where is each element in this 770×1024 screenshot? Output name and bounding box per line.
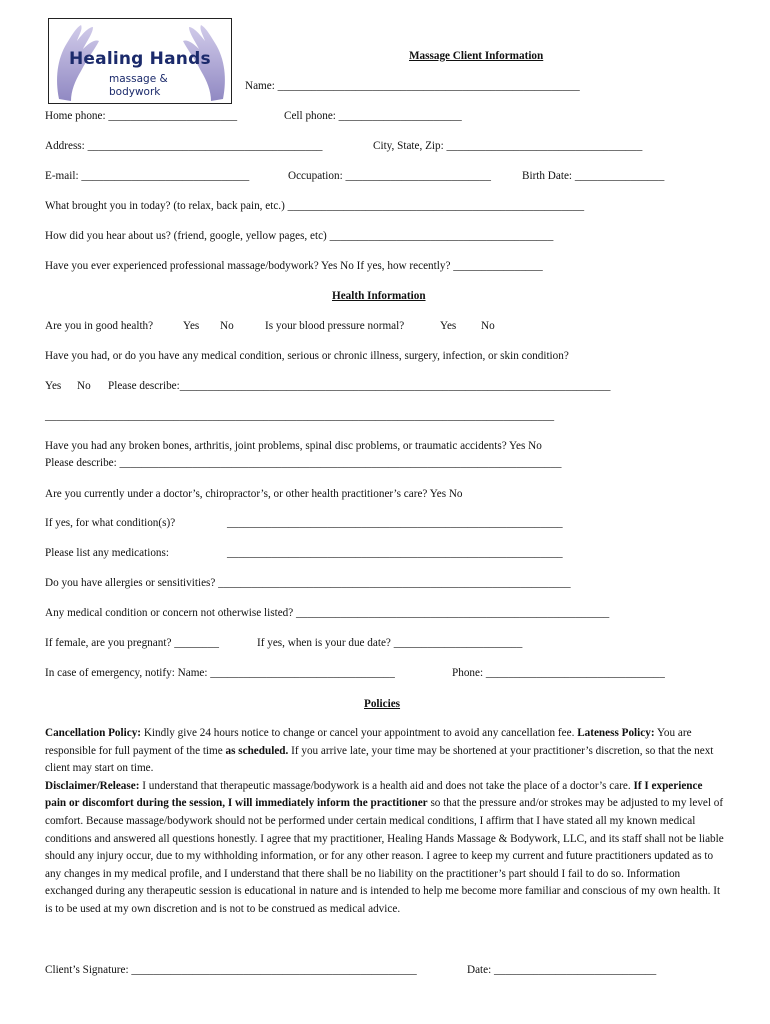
disclaimer-label: Disclaimer/Release: [45,779,140,792]
good-health-question: Are you in good health? [45,320,154,332]
conditions-extra-line[interactable]: ___________________________________________________________________________________________ [45,410,555,422]
logo-subtitle: massage & [109,73,168,85]
conditions-yes[interactable]: Yes [45,380,62,392]
injuries-question[interactable]: Have you had any broken bones, arthritis, joint problems, spinal disc problems, or traumatic accidents? Yes No [45,440,542,452]
address-field[interactable]: Address: __________________________________________ [45,140,323,152]
conditions-no[interactable]: No [77,380,91,392]
logo [48,18,232,104]
disclaimer-text: I understand that therapeutic massage/bodywork is a health aid and does not take the place of a doctor’s care. [139,779,634,792]
health-heading: Health Information [332,290,426,302]
reason-field[interactable]: What brought you in today? (to relax, back pain, etc.) _____________________________________________________ [45,200,585,212]
disclaimer-bold-statement: If I experience pain or discomfort during the session, I will immediately inform the practitioner [45,779,703,810]
occupation-field[interactable]: Occupation: __________________________ [288,170,491,182]
medications-field[interactable]: ____________________________________________________________ [227,547,563,559]
lateness-policy-label: Lateness Policy: [577,727,655,739]
emergency-name-field[interactable]: In case of emergency, notify: Name: _________________________________ [45,667,395,679]
home-phone-field[interactable]: Home phone: _______________________ [45,110,238,122]
conditions-describe-field[interactable]: Please describe:_____________________________________________________________________________ [108,380,611,392]
cancellation-policy [45,725,725,778]
allergies-field[interactable]: Do you have allergies or sensitivities? _______________________________________________________________ [45,577,571,589]
pregnant-field[interactable]: If female, are you pregnant? ________ [45,637,219,649]
referral-field[interactable]: How did you hear about us? (friend, google, yellow pages, etc) ________________________________________ [45,230,554,242]
lateness-policy-text: You are responsible for full payment of the time [45,727,692,757]
lateness-policy-text-end: If you arrive late, your time may be shortened at your practitioner’s discretion, so that the next client may start on time. [45,744,714,775]
city-state-zip-field[interactable]: City, State, Zip: ___________________________________ [373,140,643,152]
doctor-care-question[interactable]: Are you currently under a doctor’s, chiropractor’s, or other health practitioner’s care? Yes No [45,488,463,500]
medications-label: Please list any medications: [45,547,169,559]
cancellation-policy-text: Kindly give 24 hours notice to change or cancel your appointment to avoid any cancellation fee. [141,727,578,739]
blood-pressure-yes[interactable]: Yes [440,320,457,332]
disclaimer-text-end: so that the pressure and/or strokes may be adjusted to my level of comfort. Because massage/bodywork should not be performed under certain medical conditions, I affirm that I have stated all my known medical conditions and answered all questions honestly. I agree that my practitioner, Healing Hands Massage & Bodywork, LLC, and its staff shall not be liable should any injury occur, due to my withholding information, or for any other reason. I agree to keep my current and future practitioners updated as to any changes in my medical profile, and I understand that there shall be no liability on the practitioner’s part should I fail to do so. Information exchanged during any therapeutic session is educational in nature and is intended to help me become more familiar and conscious of my own health. It is to be used at my own discretion and is not to be construed as medical advice. [45,797,724,915]
cancellation-policy-label: Cancellation Policy: [45,727,142,739]
condition-label: If yes, for what condition(s)? [45,517,176,529]
form-title: Massage Client Information [409,50,544,62]
blood-pressure-question: Is your blood pressure normal? [265,320,405,332]
birth-date-field[interactable]: Birth Date: ________________ [522,170,665,182]
injuries-describe-field[interactable]: Please describe: _______________________________________________________________________________ [45,457,562,469]
policies-text [45,725,725,919]
email-field[interactable]: E-mail: ______________________________ [45,170,250,182]
conditions-question: Have you had, or do you have any medical condition, serious or chronic illness, surgery, infection, or skin condition? [45,350,569,362]
signature-field[interactable]: Client’s Signature: ___________________________________________________ [45,964,417,976]
due-date-field[interactable]: If yes, when is your due date? _______________________ [257,637,523,649]
logo-title: Healing Hands [69,49,211,69]
logo-subtitle: bodywork [109,86,161,98]
blood-pressure-no[interactable]: No [481,320,495,332]
experience-field[interactable]: Have you ever experienced professional massage/bodywork? Yes No If yes, how recently? ________________ [45,260,543,272]
date-field[interactable]: Date: _____________________________ [467,964,657,976]
good-health-yes[interactable]: Yes [183,320,200,332]
emergency-phone-field[interactable]: Phone: ________________________________ [452,667,665,679]
policies-heading: Policies [364,698,401,710]
as-scheduled-label: as scheduled. [225,744,289,757]
name-field[interactable]: Name: ______________________________________________________ [245,80,580,92]
good-health-no[interactable]: No [220,320,234,332]
other-condition-field[interactable]: Any medical condition or concern not otherwise listed? ________________________________________________________ [45,607,610,619]
condition-field[interactable]: ____________________________________________________________ [227,517,563,529]
disclaimer [45,778,725,919]
cell-phone-field[interactable]: Cell phone: ______________________ [284,110,462,122]
